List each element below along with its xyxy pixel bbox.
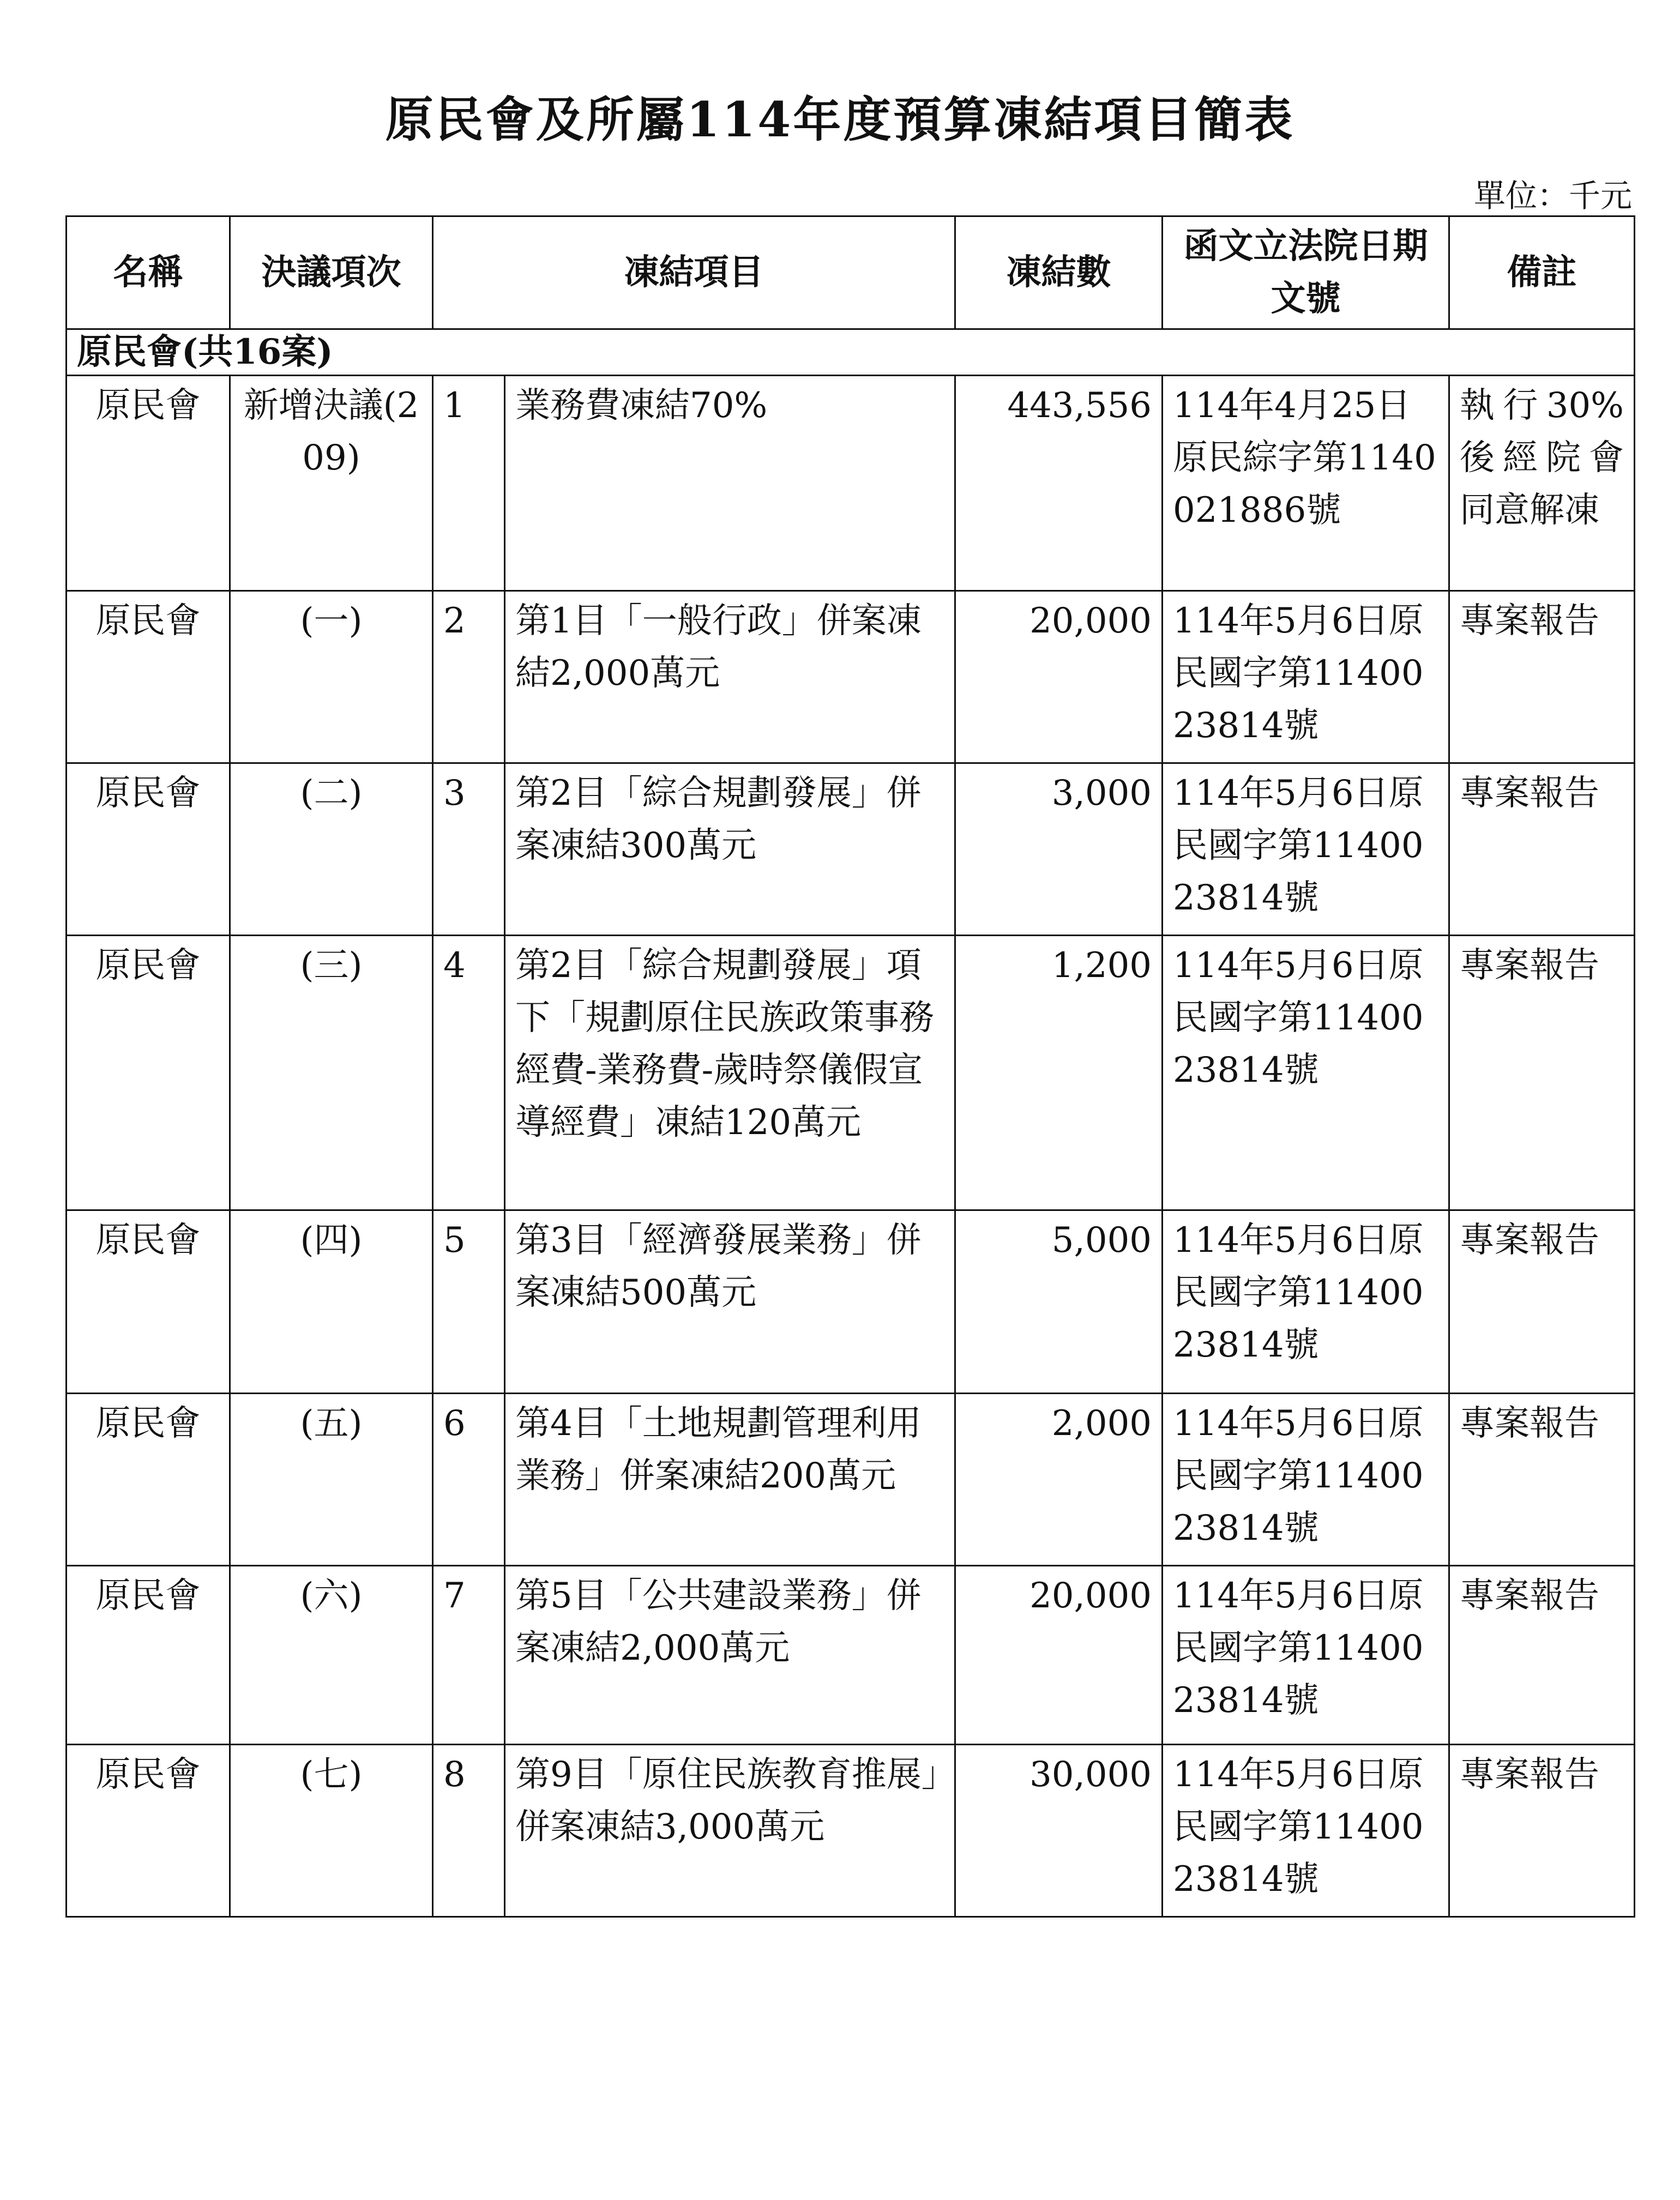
cell-name: 原民會 <box>67 1745 230 1917</box>
cell-doc: 114年5月6日原民國字第1140023814號 <box>1163 763 1449 936</box>
table-row <box>67 591 1635 763</box>
cell-note: 專案報告 <box>1449 1745 1635 1917</box>
cell-doc: 114年5月6日原民國字第1140023814號 <box>1163 1745 1449 1917</box>
cell-note: 專案報告 <box>1449 763 1635 936</box>
page-title: 原民會及所屬114年度預算凍結項目簡表 <box>385 91 1295 148</box>
cell-item: 第3目「經濟發展業務」併案凍結500萬元 <box>505 1210 955 1394</box>
header-resolution: 決議項次 <box>230 216 433 329</box>
frozen-items-table <box>65 215 1635 1918</box>
cell-note: 專案報告 <box>1449 1394 1635 1566</box>
cell-amount: 20,000 <box>955 591 1163 763</box>
cell-item: 第4目「土地規劃管理利用業務」併案凍結200萬元 <box>505 1394 955 1566</box>
cell-name: 原民會 <box>67 1394 230 1566</box>
cell-name: 原民會 <box>67 763 230 936</box>
cell-doc: 114年5月6日原民國字第1140023814號 <box>1163 1394 1449 1566</box>
cell-number: 2 <box>433 591 505 763</box>
header-note: 備註 <box>1449 216 1635 329</box>
cell-number: 8 <box>433 1745 505 1917</box>
cell-note: 執行30%後經院會同意解凍 <box>1449 376 1635 591</box>
cell-doc: 114年4月25日原民綜字第1140021886號 <box>1163 376 1449 591</box>
cell-name: 原民會 <box>67 1210 230 1394</box>
cell-resolution: (一) <box>230 591 433 763</box>
header-row <box>67 216 1635 329</box>
cell-item: 業務費凍結70% <box>505 376 955 591</box>
cell-resolution: (三) <box>230 936 433 1210</box>
cell-number: 4 <box>433 936 505 1210</box>
cell-note: 專案報告 <box>1449 1566 1635 1745</box>
cell-doc: 114年5月6日原民國字第1140023814號 <box>1163 1566 1449 1745</box>
cell-resolution: (五) <box>230 1394 433 1566</box>
cell-name: 原民會 <box>67 591 230 763</box>
cell-number: 5 <box>433 1210 505 1394</box>
cell-amount: 20,000 <box>955 1566 1163 1745</box>
cell-amount: 3,000 <box>955 763 1163 936</box>
cell-resolution: (四) <box>230 1210 433 1394</box>
header-doc: 函文立法院日期文號 <box>1163 216 1449 329</box>
cell-number: 6 <box>433 1394 505 1566</box>
unit-label: 單位：千元 <box>1473 177 1632 214</box>
cell-resolution: (六) <box>230 1566 433 1745</box>
cell-amount: 1,200 <box>955 936 1163 1210</box>
table-row <box>67 1210 1635 1394</box>
cell-number: 7 <box>433 1566 505 1745</box>
header-name: 名稱 <box>67 216 230 329</box>
section-row <box>67 329 1635 376</box>
cell-name: 原民會 <box>67 376 230 591</box>
cell-amount: 443,556 <box>955 376 1163 591</box>
cell-item: 第1目「一般行政」併案凍結2,000萬元 <box>505 591 955 763</box>
cell-note: 專案報告 <box>1449 591 1635 763</box>
table-row <box>67 936 1635 1210</box>
table-row <box>67 1745 1635 1917</box>
table-row <box>67 1394 1635 1566</box>
cell-item: 第9目「原住民族教育推展」併案凍結3,000萬元 <box>505 1745 955 1917</box>
cell-note: 專案報告 <box>1449 1210 1635 1394</box>
cell-amount: 5,000 <box>955 1210 1163 1394</box>
cell-note: 專案報告 <box>1449 936 1635 1210</box>
cell-item: 第2目「綜合規劃發展」項下「規劃原住民族政策事務經費-業務費-歲時祭儀假宣導經費」凍結120萬元 <box>505 936 955 1210</box>
cell-resolution: (二) <box>230 763 433 936</box>
table-row <box>67 763 1635 936</box>
cell-resolution: (七) <box>230 1745 433 1917</box>
cell-number: 3 <box>433 763 505 936</box>
cell-amount: 30,000 <box>955 1745 1163 1917</box>
table-row <box>67 1566 1635 1745</box>
cell-item: 第5目「公共建設業務」併案凍結2,000萬元 <box>505 1566 955 1745</box>
header-item: 凍結項目 <box>433 216 955 329</box>
header-amount: 凍結數 <box>955 216 1163 329</box>
cell-number: 1 <box>433 376 505 591</box>
cell-doc: 114年5月6日原民國字第1140023814號 <box>1163 1210 1449 1394</box>
cell-name: 原民會 <box>67 1566 230 1745</box>
cell-item: 第2目「綜合規劃發展」併案凍結300萬元 <box>505 763 955 936</box>
section-title: 原民會(共16案) <box>67 329 1635 376</box>
cell-amount: 2,000 <box>955 1394 1163 1566</box>
cell-doc: 114年5月6日原民國字第1140023814號 <box>1163 936 1449 1210</box>
table-row <box>67 376 1635 591</box>
cell-resolution: 新增決議(209) <box>230 376 433 591</box>
cell-doc: 114年5月6日原民國字第1140023814號 <box>1163 591 1449 763</box>
cell-name: 原民會 <box>67 936 230 1210</box>
